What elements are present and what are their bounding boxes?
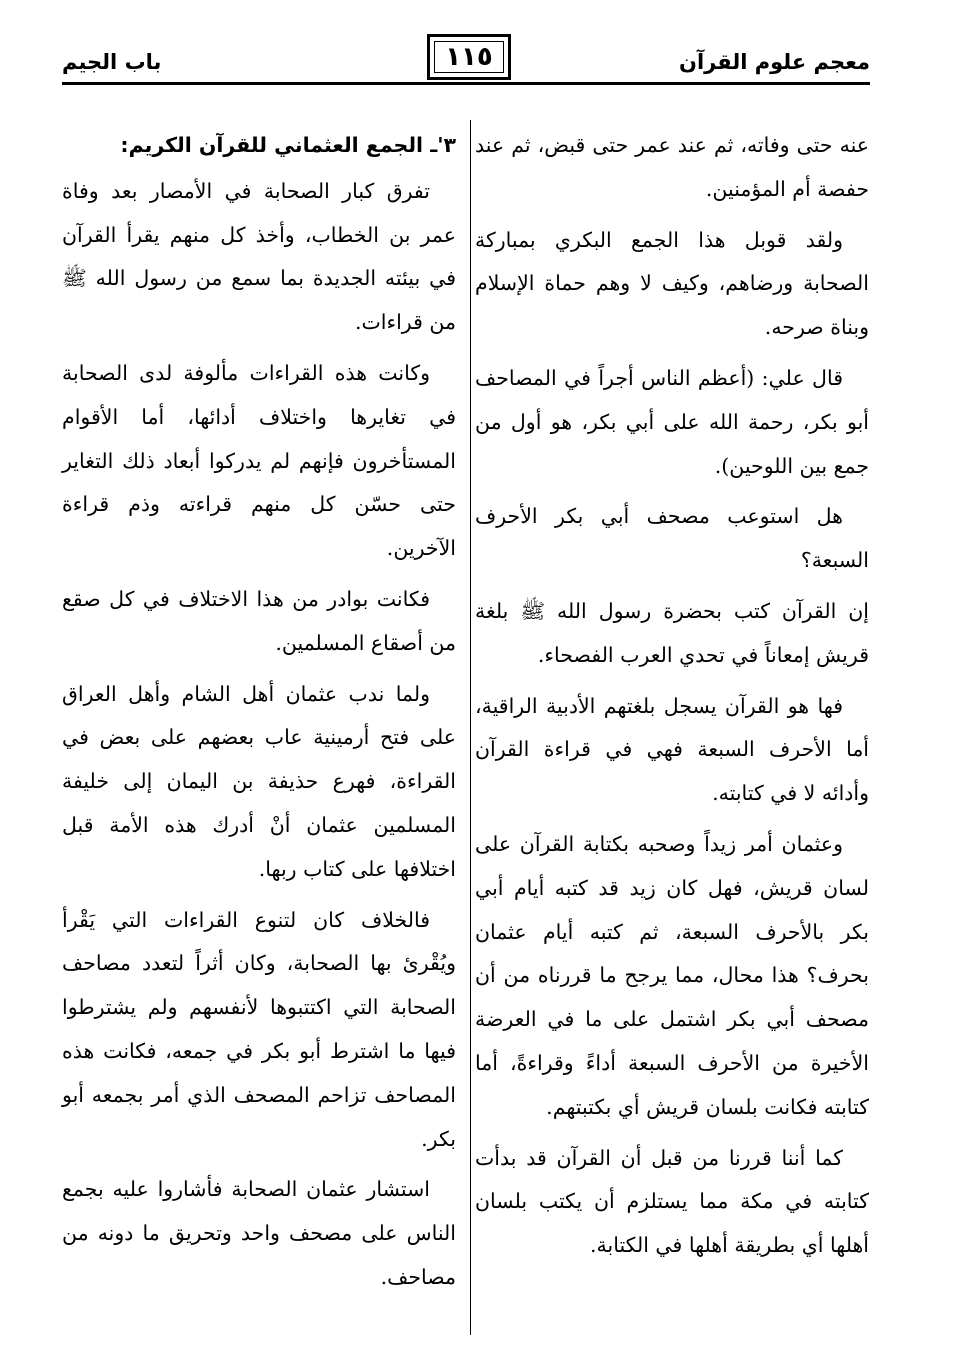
paragraph: هل استوعب مصحف أبي بكر الأحرف السبعة؟ — [475, 504, 869, 573]
paragraph: فالخلاف كان لتنوع القراءات التي يَقْرأ ويُقْرئ بها الصحابة، وكان أثراً لتعدد مصاحف الصحابة التي اكتتبوها لأنفسهم ولم يشترطوا فيها ما اشترط أبو بكر في جمعه، فكانت هذه المصاحف تزاحم المصحف الذي أمر بجمعه أبو بكر. — [62, 907, 456, 1151]
page-number-box — [427, 34, 511, 80]
paragraph: وعثمان أمر زيداً وصحبه بكتابة القرآن على لسان قريش، فهل كان زيد قد كتبه أيام أبي بكر بالأحرف السبعة، ثم كتبه أيام عثمان بحرف؟ هذا محال، مما يرجح ما قررناه من أن مصحف أبي بكر اشتمل على ما في العرضة الأخيرة من الأحرف السبعة أداءً وقراءةً، أما كتابته فكانت بلسان قريش أي بكتبتهم. — [475, 831, 869, 1119]
header-rule — [62, 82, 870, 85]
paragraph: ولقد قوبل هذا الجمع البكري بمباركة الصحابة ورضاهم، وكيف لا وهم حماة الإسلام وبناة صرحه. — [475, 227, 869, 340]
paragraph: إن القرآن كتب بحضرة رسول الله ﷺ بلغة قريش إمعاناً في تحدي العرب الفصحاء. — [475, 598, 869, 667]
chapter-title: باب الجيم — [62, 50, 162, 74]
paragraph: فها هو القرآن يسجل بلغتهم الأدبية الراقية، أما الأحرف السبعة فهي في قراءة القرآن وأدائه لا في كتابته. — [475, 693, 869, 806]
paragraph: فكانت بوادر من هذا الاختلاف في كل صقع من أصقاع المسلمين. — [62, 586, 456, 655]
paragraph: عنه حتى وفاته، ثم عند عمر حتى قبض، ثم عند حفصة أم المؤمنين. — [475, 133, 869, 201]
column-divider — [470, 120, 471, 1335]
paragraph: كما أننا قررنا من قبل أن القرآن قد بدأت كتابته في مكة مما يستلزم أن يكتب بلسان أهلها أي بطريقة أهلها في الكتابة. — [475, 1145, 869, 1258]
page-number: ١١٥ — [445, 42, 493, 72]
page-header — [62, 32, 870, 88]
paragraph: ولما ندب عثمان أهل الشام وأهل العراق على فتح أرمينية عاب بعضهم على بعض في القراءة، فهرع حذيفة بن اليمان إلى خليفة المسلمين عثمان أنْ أدرك هذه الأمة قبل اختلافها على كتاب ربها. — [62, 681, 456, 881]
paragraph: تفرق كبار الصحابة في الأمصار بعد وفاة عمر بن الخطاب، وأخذ كل منهم يقرأ القرآن في بيئته الجديدة بما سمع من رسول الله ﷺ من قراءات. — [62, 178, 456, 335]
paragraph: وكانت هذه القراءات مألوفة لدى الصحابة في تغايرها واختلاف أدائها، أما الأقوام المستأخرون فإنهم لم يدركوا أبعاد ذلك التغاير حتى حسّن كل منهم قراءته وذم قراءة الآخرين. — [62, 360, 456, 561]
paragraph: قال علي: (أعظم الناس أجراً في المصاحف أبو بكر، رحمة الله على أبي بكر، هو أول من جمع بين اللوحين). — [475, 365, 869, 478]
paragraph: استشار عثمان الصحابة فأشاروا عليه بجمع الناس على مصحف واحد وتحريق ما دونه من مصاحف. — [62, 1177, 456, 1289]
book-title: معجم علوم القرآن — [679, 50, 870, 74]
right-column — [475, 124, 869, 1275]
left-column — [62, 124, 456, 1307]
section-heading: ٣'ـ الجمع العثماني للقرآن الكريم: — [120, 133, 456, 157]
